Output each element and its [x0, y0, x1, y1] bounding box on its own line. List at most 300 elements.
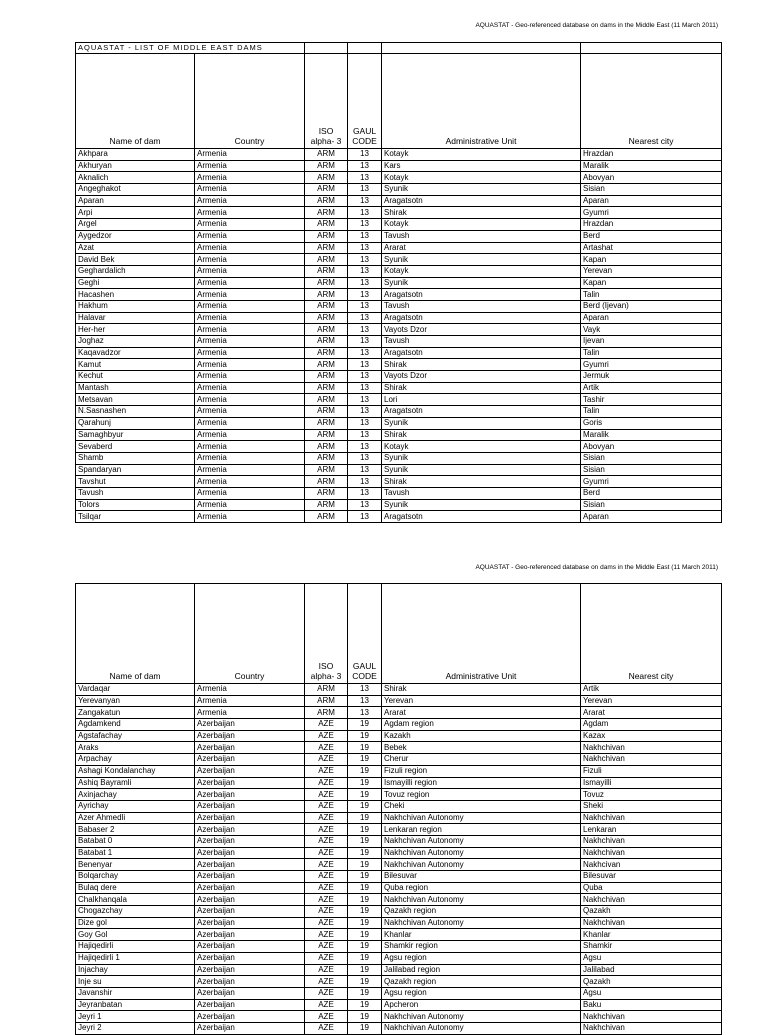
country-cell: Azerbaijan	[195, 754, 305, 766]
country-cell: Azerbaijan	[195, 812, 305, 824]
admin-unit-cell: Agdam region	[382, 719, 581, 731]
dam-name-cell: N.Sasnashen	[76, 406, 195, 418]
nearest-city-cell: Nakhchivan	[581, 847, 722, 859]
country-cell: Azerbaijan	[195, 824, 305, 836]
col-header-iso: ISO alpha- 3	[305, 54, 348, 149]
admin-unit-cell: Shirak	[382, 429, 581, 441]
country-cell: Armenia	[195, 324, 305, 336]
gaul-code-cell: 19	[348, 1022, 382, 1034]
table-row	[76, 835, 722, 847]
table-row	[76, 906, 722, 918]
gaul-code-cell: 13	[348, 324, 382, 336]
gaul-code-cell: 13	[348, 149, 382, 161]
iso-code-cell: AZE	[305, 800, 348, 812]
dam-name-cell: Metsavan	[76, 394, 195, 406]
gaul-code-cell: 13	[348, 184, 382, 196]
admin-unit-cell: Syunik	[382, 254, 581, 266]
table-row	[76, 312, 722, 324]
admin-unit-cell: Cheki	[382, 800, 581, 812]
gaul-code-cell: 13	[348, 265, 382, 277]
gaul-code-cell: 13	[348, 464, 382, 476]
table-row	[76, 707, 722, 719]
country-cell: Azerbaijan	[195, 976, 305, 988]
dam-name-cell: Shamb	[76, 452, 195, 464]
iso-code-cell: AZE	[305, 812, 348, 824]
iso-code-cell: AZE	[305, 882, 348, 894]
iso-code-cell: ARM	[305, 429, 348, 441]
iso-code-cell: ARM	[305, 684, 348, 696]
gaul-code-cell: 13	[348, 300, 382, 312]
nearest-city-cell: Qazakh	[581, 906, 722, 918]
iso-code-cell: AZE	[305, 917, 348, 929]
nearest-city-cell: Ijevan	[581, 336, 722, 348]
admin-unit-cell: Yerevan	[382, 695, 581, 707]
col-header-city: Nearest city	[581, 584, 722, 684]
iso-code-cell: AZE	[305, 894, 348, 906]
nearest-city-cell: Artashat	[581, 242, 722, 254]
country-cell: Armenia	[195, 312, 305, 324]
country-cell: Armenia	[195, 277, 305, 289]
admin-unit-cell: Nakhchivan Autonomy	[382, 847, 581, 859]
admin-unit-cell: Nakhchivan Autonomy	[382, 859, 581, 871]
admin-unit-cell: Syunik	[382, 452, 581, 464]
iso-code-cell: ARM	[305, 441, 348, 453]
nearest-city-cell: Nakhchivan	[581, 754, 722, 766]
nearest-city-cell: Talin	[581, 406, 722, 418]
nearest-city-cell: Artik	[581, 382, 722, 394]
dam-name-cell: Vardaqar	[76, 684, 195, 696]
table-row	[76, 499, 722, 511]
table-row	[76, 265, 722, 277]
country-cell: Azerbaijan	[195, 859, 305, 871]
iso-code-cell: ARM	[305, 149, 348, 161]
country-cell: Armenia	[195, 184, 305, 196]
sheet-title: AQUASTAT - LIST OF MIDDLE EAST DAMS	[76, 43, 305, 54]
iso-code-cell: AZE	[305, 871, 348, 883]
title-row	[76, 43, 722, 54]
country-cell: Armenia	[195, 511, 305, 523]
admin-unit-cell: Kars	[382, 160, 581, 172]
iso-code-cell: AZE	[305, 754, 348, 766]
table-row	[76, 976, 722, 988]
table-row	[76, 777, 722, 789]
iso-code-cell: ARM	[305, 511, 348, 523]
nearest-city-cell: Jalilabad	[581, 964, 722, 976]
dam-name-cell: Dize gol	[76, 917, 195, 929]
admin-unit-cell: Ararat	[382, 707, 581, 719]
gaul-code-cell: 13	[348, 254, 382, 266]
country-cell: Armenia	[195, 382, 305, 394]
nearest-city-cell: Artik	[581, 684, 722, 696]
country-cell: Armenia	[195, 695, 305, 707]
country-cell: Armenia	[195, 160, 305, 172]
dam-name-cell: Tavush	[76, 487, 195, 499]
table-row	[76, 800, 722, 812]
table-row	[76, 999, 722, 1011]
admin-unit-cell: Shirak	[382, 382, 581, 394]
table-row	[76, 941, 722, 953]
country-cell: Armenia	[195, 289, 305, 301]
iso-code-cell: ARM	[305, 207, 348, 219]
admin-unit-cell: Nakhchivan Autonomy	[382, 812, 581, 824]
admin-unit-cell: Tovuz region	[382, 789, 581, 801]
dam-name-cell: Qarahunj	[76, 417, 195, 429]
dam-name-cell: Jeyri 2	[76, 1022, 195, 1034]
col-header-admin: Administrative Unit	[382, 54, 581, 149]
gaul-code-cell: 19	[348, 824, 382, 836]
dams-table-page-2	[75, 583, 722, 1035]
admin-unit-cell: Kotayk	[382, 149, 581, 161]
iso-code-cell: ARM	[305, 382, 348, 394]
table-row	[76, 464, 722, 476]
nearest-city-cell: Jermuk	[581, 371, 722, 383]
nearest-city-cell: Gyumri	[581, 359, 722, 371]
table-row	[76, 382, 722, 394]
country-cell: Armenia	[195, 336, 305, 348]
table-row	[76, 394, 722, 406]
admin-unit-cell: Aragatsotn	[382, 511, 581, 523]
nearest-city-cell: Berd (Ijevan)	[581, 300, 722, 312]
table-row	[76, 742, 722, 754]
dam-name-cell: Batabat 0	[76, 835, 195, 847]
country-cell: Armenia	[195, 476, 305, 488]
iso-code-cell: ARM	[305, 265, 348, 277]
table-row	[76, 695, 722, 707]
country-cell: Azerbaijan	[195, 964, 305, 976]
dam-name-cell: Azer Ahmedli	[76, 812, 195, 824]
nearest-city-cell: Sisian	[581, 184, 722, 196]
gaul-code-cell: 13	[348, 172, 382, 184]
country-cell: Azerbaijan	[195, 871, 305, 883]
table-row	[76, 230, 722, 242]
gaul-code-cell: 13	[348, 160, 382, 172]
iso-code-cell: ARM	[305, 184, 348, 196]
dam-name-cell: Geghi	[76, 277, 195, 289]
nearest-city-cell: Gyumri	[581, 207, 722, 219]
gaul-code-cell: 19	[348, 847, 382, 859]
nearest-city-cell: Abovyan	[581, 441, 722, 453]
gaul-code-cell: 19	[348, 789, 382, 801]
admin-unit-cell: Agsu region	[382, 987, 581, 999]
country-cell: Armenia	[195, 394, 305, 406]
iso-code-cell: AZE	[305, 789, 348, 801]
gaul-code-cell: 19	[348, 952, 382, 964]
country-cell: Azerbaijan	[195, 789, 305, 801]
dam-name-cell: Axinjachay	[76, 789, 195, 801]
nearest-city-cell: Nakhchivan	[581, 1022, 722, 1034]
col-header-admin: Administrative Unit	[382, 584, 581, 684]
nearest-city-cell: Ismayilli	[581, 777, 722, 789]
iso-code-cell: AZE	[305, 906, 348, 918]
gaul-code-cell: 13	[348, 219, 382, 231]
iso-code-cell: ARM	[305, 394, 348, 406]
dam-name-cell: Hajiqedirli	[76, 941, 195, 953]
country-cell: Armenia	[195, 242, 305, 254]
country-cell: Armenia	[195, 441, 305, 453]
iso-code-cell: AZE	[305, 835, 348, 847]
admin-unit-cell: Vayots Dzor	[382, 324, 581, 336]
admin-unit-cell: Kazakh	[382, 730, 581, 742]
gaul-code-cell: 19	[348, 800, 382, 812]
dam-name-cell: David Bek	[76, 254, 195, 266]
iso-code-cell: ARM	[305, 242, 348, 254]
column-header-row	[76, 584, 722, 684]
dam-name-cell: Chalkhanqala	[76, 894, 195, 906]
dams-table-page-1	[75, 42, 722, 523]
admin-unit-cell: Tavush	[382, 487, 581, 499]
gaul-code-cell: 19	[348, 859, 382, 871]
table-row	[76, 487, 722, 499]
country-cell: Armenia	[195, 452, 305, 464]
table-row	[76, 754, 722, 766]
table-row	[76, 824, 722, 836]
dam-name-cell: Hacashen	[76, 289, 195, 301]
nearest-city-cell: Goris	[581, 417, 722, 429]
table-row	[76, 172, 722, 184]
nearest-city-cell: Abovyan	[581, 172, 722, 184]
gaul-code-cell: 13	[348, 277, 382, 289]
table-row	[76, 429, 722, 441]
gaul-code-cell: 19	[348, 765, 382, 777]
table-row	[76, 289, 722, 301]
dam-name-cell: Bulaq dere	[76, 882, 195, 894]
dam-name-cell: Azat	[76, 242, 195, 254]
gaul-code-cell: 13	[348, 511, 382, 523]
nearest-city-cell: Yerevan	[581, 695, 722, 707]
admin-unit-cell: Nakhchivan Autonomy	[382, 835, 581, 847]
country-cell: Azerbaijan	[195, 1011, 305, 1023]
admin-unit-cell: Aragatsotn	[382, 347, 581, 359]
dam-name-cell: Her-her	[76, 324, 195, 336]
dam-name-cell: Akhuryan	[76, 160, 195, 172]
table-row	[76, 149, 722, 161]
iso-code-cell: ARM	[305, 695, 348, 707]
admin-unit-cell: Shirak	[382, 207, 581, 219]
dam-name-cell: Mantash	[76, 382, 195, 394]
iso-code-cell: ARM	[305, 289, 348, 301]
iso-code-cell: AZE	[305, 765, 348, 777]
table-row	[76, 1022, 722, 1034]
gaul-code-cell: 13	[348, 336, 382, 348]
gaul-code-cell: 13	[348, 695, 382, 707]
admin-unit-cell: Aragatsotn	[382, 289, 581, 301]
admin-unit-cell: Syunik	[382, 499, 581, 511]
dam-name-cell: Argel	[76, 219, 195, 231]
admin-unit-cell: Fizuli region	[382, 765, 581, 777]
gaul-code-cell: 13	[348, 347, 382, 359]
nearest-city-cell: Fizuli	[581, 765, 722, 777]
gaul-code-cell: 19	[348, 882, 382, 894]
iso-code-cell: ARM	[305, 230, 348, 242]
nearest-city-cell: Bilesuvar	[581, 871, 722, 883]
iso-code-cell: ARM	[305, 452, 348, 464]
nearest-city-cell: Baku	[581, 999, 722, 1011]
nearest-city-cell: Agsu	[581, 987, 722, 999]
dam-name-cell: Sevaberd	[76, 441, 195, 453]
country-cell: Azerbaijan	[195, 800, 305, 812]
table-row	[76, 917, 722, 929]
country-cell: Azerbaijan	[195, 730, 305, 742]
gaul-code-cell: 13	[348, 359, 382, 371]
iso-code-cell: AZE	[305, 952, 348, 964]
iso-code-cell: ARM	[305, 347, 348, 359]
admin-unit-cell: Syunik	[382, 417, 581, 429]
dam-name-cell: Javanshir	[76, 987, 195, 999]
country-cell: Azerbaijan	[195, 765, 305, 777]
gaul-code-cell: 13	[348, 394, 382, 406]
dam-name-cell: Ayrichay	[76, 800, 195, 812]
iso-code-cell: ARM	[305, 371, 348, 383]
iso-code-cell: ARM	[305, 417, 348, 429]
country-cell: Azerbaijan	[195, 906, 305, 918]
gaul-code-cell: 13	[348, 487, 382, 499]
dam-name-cell: Bolqarchay	[76, 871, 195, 883]
col-header-name: Name of dam	[76, 584, 195, 684]
table-row	[76, 242, 722, 254]
nearest-city-cell: Nakhchivan	[581, 742, 722, 754]
nearest-city-cell: Sheki	[581, 800, 722, 812]
gaul-code-cell: 19	[348, 894, 382, 906]
nearest-city-cell: Sisian	[581, 452, 722, 464]
gaul-code-cell: 19	[348, 871, 382, 883]
iso-code-cell: ARM	[305, 300, 348, 312]
col-header-country: Country	[195, 584, 305, 684]
table-row	[76, 812, 722, 824]
table-row	[76, 730, 722, 742]
table-row	[76, 359, 722, 371]
admin-unit-cell: Aragatsotn	[382, 406, 581, 418]
iso-code-cell: AZE	[305, 742, 348, 754]
admin-unit-cell: Vayots Dzor	[382, 371, 581, 383]
col-header-city: Nearest city	[581, 54, 722, 149]
gaul-code-cell: 13	[348, 382, 382, 394]
nearest-city-cell: Quba	[581, 882, 722, 894]
table-row	[76, 300, 722, 312]
table-row	[76, 894, 722, 906]
dam-name-cell: Kaqavadzor	[76, 347, 195, 359]
dam-name-cell: Goy Gol	[76, 929, 195, 941]
admin-unit-cell: Nakhchivan Autonomy	[382, 894, 581, 906]
country-cell: Armenia	[195, 429, 305, 441]
table-row	[76, 406, 722, 418]
country-cell: Armenia	[195, 464, 305, 476]
table-row	[76, 371, 722, 383]
country-cell: Azerbaijan	[195, 917, 305, 929]
dam-name-cell: Tsilqar	[76, 511, 195, 523]
iso-code-cell: ARM	[305, 707, 348, 719]
admin-unit-cell: Tavush	[382, 300, 581, 312]
nearest-city-cell: Gyumri	[581, 476, 722, 488]
country-cell: Armenia	[195, 230, 305, 242]
gaul-code-cell: 19	[348, 976, 382, 988]
nearest-city-cell: Tashir	[581, 394, 722, 406]
table-row	[76, 476, 722, 488]
country-cell: Armenia	[195, 300, 305, 312]
table-row	[76, 417, 722, 429]
admin-unit-cell: Nakhchivan Autonomy	[382, 917, 581, 929]
table-row	[76, 324, 722, 336]
nearest-city-cell: Hrazdan	[581, 149, 722, 161]
admin-unit-cell: Nakhchivan Autonomy	[382, 1022, 581, 1034]
nearest-city-cell: Talin	[581, 289, 722, 301]
admin-unit-cell: Khanlar	[382, 929, 581, 941]
admin-unit-cell: Shirak	[382, 476, 581, 488]
iso-code-cell: ARM	[305, 324, 348, 336]
country-cell: Armenia	[195, 254, 305, 266]
table-row	[76, 987, 722, 999]
gaul-code-cell: 13	[348, 230, 382, 242]
iso-code-cell: ARM	[305, 277, 348, 289]
admin-unit-cell: Shirak	[382, 359, 581, 371]
dam-name-cell: Tavshut	[76, 476, 195, 488]
table-row	[76, 219, 722, 231]
dam-name-cell: Geghardalich	[76, 265, 195, 277]
iso-code-cell: ARM	[305, 312, 348, 324]
table-row	[76, 952, 722, 964]
dam-name-cell: Joghaz	[76, 336, 195, 348]
dam-name-cell: Agdamkend	[76, 719, 195, 731]
gaul-code-cell: 13	[348, 476, 382, 488]
country-cell: Azerbaijan	[195, 894, 305, 906]
country-cell: Armenia	[195, 207, 305, 219]
nearest-city-cell: Maralik	[581, 160, 722, 172]
nearest-city-cell: Talin	[581, 347, 722, 359]
dam-name-cell: Araks	[76, 742, 195, 754]
country-cell: Armenia	[195, 417, 305, 429]
page-header-2: AQUASTAT - Geo-referenced database on dams in the Middle East (11 March 2011)	[475, 564, 718, 571]
nearest-city-cell: Kazax	[581, 730, 722, 742]
iso-code-cell: ARM	[305, 254, 348, 266]
nearest-city-cell: Khanlar	[581, 929, 722, 941]
nearest-city-cell: Kapan	[581, 254, 722, 266]
admin-unit-cell: Agsu region	[382, 952, 581, 964]
dam-name-cell: Yerevanyan	[76, 695, 195, 707]
nearest-city-cell: Sisian	[581, 464, 722, 476]
admin-unit-cell: Shamkir region	[382, 941, 581, 953]
nearest-city-cell: Ararat	[581, 707, 722, 719]
gaul-code-cell: 13	[348, 371, 382, 383]
dam-name-cell: Benenyar	[76, 859, 195, 871]
iso-code-cell: ARM	[305, 172, 348, 184]
dam-name-cell: Injachay	[76, 964, 195, 976]
col-header-name: Name of dam	[76, 54, 195, 149]
iso-code-cell: AZE	[305, 999, 348, 1011]
col-header-gaul: GAUL CODE	[348, 54, 382, 149]
country-cell: Azerbaijan	[195, 882, 305, 894]
admin-unit-cell: Tavush	[382, 230, 581, 242]
admin-unit-cell: Kotayk	[382, 265, 581, 277]
table-row	[76, 511, 722, 523]
gaul-code-cell: 19	[348, 987, 382, 999]
gaul-code-cell: 19	[348, 742, 382, 754]
column-header-row	[76, 54, 722, 149]
gaul-code-cell: 19	[348, 812, 382, 824]
dam-name-cell: Jeyranbatan	[76, 999, 195, 1011]
table-row	[76, 964, 722, 976]
nearest-city-cell: Yerevan	[581, 265, 722, 277]
table-row	[76, 871, 722, 883]
table-row	[76, 719, 722, 731]
gaul-code-cell: 13	[348, 707, 382, 719]
admin-unit-cell: Nakhchivan Autonomy	[382, 1011, 581, 1023]
iso-code-cell: AZE	[305, 859, 348, 871]
country-cell: Armenia	[195, 265, 305, 277]
nearest-city-cell: Maralik	[581, 429, 722, 441]
dam-name-cell: Agstafachay	[76, 730, 195, 742]
iso-code-cell: AZE	[305, 964, 348, 976]
iso-code-cell: AZE	[305, 987, 348, 999]
country-cell: Armenia	[195, 487, 305, 499]
